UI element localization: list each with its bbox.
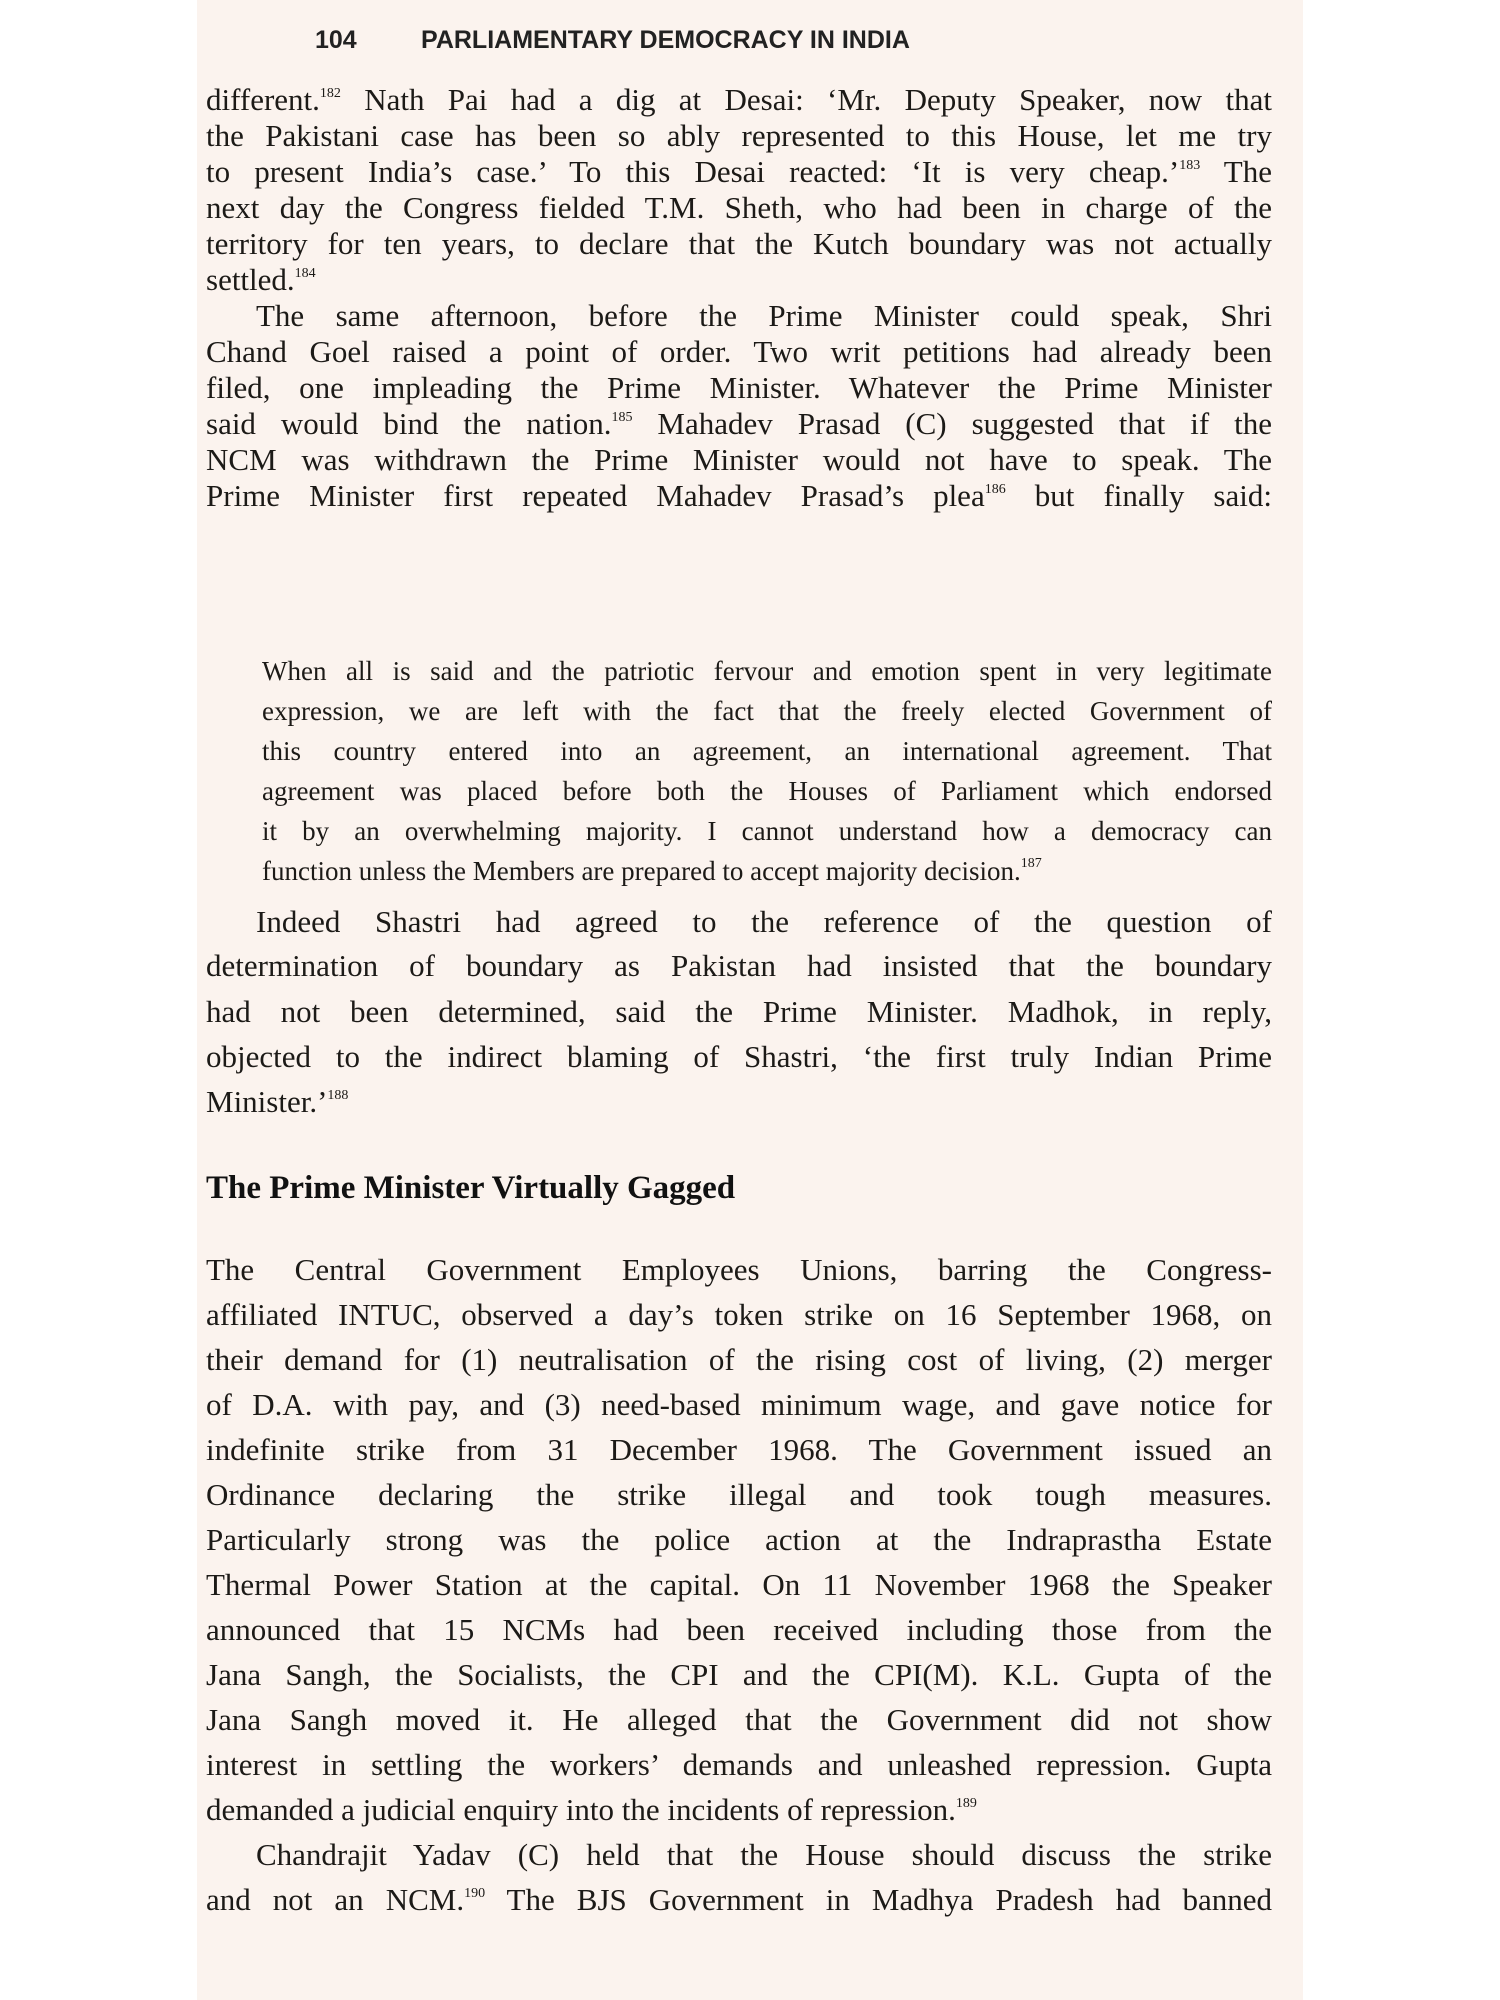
text-line: territory for ten years, to declare that the Kutch boundary was not actually [206, 226, 1272, 261]
text-line: different.$^{182}$ Nath Pai had a dig at Desai: ‘Mr. Deputy Speaker, now that [206, 82, 1272, 117]
footnote-ref: 189 [955, 1796, 977, 1811]
text-line: Particularly strong was the police action at the Indraprastha Estate [206, 1522, 1272, 1557]
section-heading: The Prime Minister Virtually Gagged [206, 1170, 736, 1206]
text-line: Thermal Power Station at the capital. On 11 November 1968 the Speaker [206, 1567, 1272, 1602]
text-line: The Central Government Employees Unions, barring the Congress- [206, 1252, 1272, 1287]
text-line: settled.$^{184}$ [206, 262, 316, 297]
footnote-ref: 184 [294, 266, 316, 281]
footnote-ref: 182 [319, 86, 341, 101]
footnote-ref: 187 [1020, 856, 1042, 871]
running-header [315, 26, 910, 55]
text-line: Jana Sangh, the Socialists, the CPI and the CPI(M). K.L. Gupta of the [206, 1657, 1272, 1692]
text-line: announced that 15 NCMs had been received including those from the [206, 1612, 1272, 1647]
quote-line: agreement was placed before both the Houses of Parliament which endorsed [262, 776, 1272, 806]
quote-line: this country entered into an agreement, an international agreement. That [262, 736, 1272, 766]
book-title: PARLIAMENTARY DEMOCRACY IN INDIA [421, 26, 910, 54]
text-line: said would bind the nation.$^{185}$ Mahadev Prasad (C) suggested that if the [206, 406, 1272, 441]
text-line: Minister.’$^{188}$ [206, 1084, 349, 1119]
footnote-ref: 183 [1179, 158, 1201, 173]
text-line: affiliated INTUC, observed a day’s token strike on 16 September 1968, on [206, 1297, 1272, 1332]
text-line: indefinite strike from 31 December 1968. The Government issued an [206, 1432, 1272, 1467]
text-line: Ordinance declaring the strike illegal and took tough measures. [206, 1477, 1272, 1512]
text-line: to present India’s case.’ To this Desai reacted: ‘It is very cheap.’$^{183}$ The [206, 154, 1272, 189]
text-line: the Pakistani case has been so ably represented to this House, let me try [206, 118, 1272, 153]
quote-line: expression, we are left with the fact that the freely elected Government of [262, 696, 1272, 726]
text-line: NCM was withdrawn the Prime Minister would not have to speak. The [206, 442, 1272, 477]
text-line: objected to the indirect blaming of Shastri, ‘the first truly Indian Prime [206, 1039, 1272, 1074]
text-line: Jana Sangh moved it. He alleged that the Government did not show [206, 1702, 1272, 1737]
page-number: 104 [315, 26, 357, 54]
text-line: filed, one impleading the Prime Minister. Whatever the Prime Minister [206, 370, 1272, 405]
quote-line: function unless the Members are prepared to accept majority decision.$^{187}$ [262, 856, 1042, 886]
quote-line: it by an overwhelming majority. I cannot understand how a democracy can [262, 816, 1272, 846]
text-line: had not been determined, said the Prime Minister. Madhok, in reply, [206, 994, 1272, 1029]
quote-line: When all is said and the patriotic fervour and emotion spent in very legitimate [262, 656, 1272, 686]
text-line: Chand Goel raised a point of order. Two writ petitions had already been [206, 334, 1272, 369]
footnote-ref: 188 [327, 1088, 349, 1103]
text-line: The same afternoon, before the Prime Minister could speak, Shri [256, 298, 1272, 333]
footnote-ref: 190 [464, 1886, 486, 1901]
text-line: next day the Congress fielded T.M. Sheth, who had been in charge of the [206, 190, 1272, 225]
text-line: of D.A. with pay, and (3) need-based minimum wage, and gave notice for [206, 1387, 1272, 1422]
text-line: Chandrajit Yadav (C) held that the House should discuss the strike [256, 1837, 1272, 1872]
text-line: and not an NCM.$^{190}$ The BJS Government in Madhya Pradesh had banned [206, 1882, 1272, 1917]
text-line: determination of boundary as Pakistan had insisted that the boundary [206, 948, 1272, 983]
text-line: their demand for (1) neutralisation of the rising cost of living, (2) merger [206, 1342, 1272, 1377]
footnote-ref: 185 [611, 410, 633, 425]
text-line: interest in settling the workers’ demands and unleashed repression. Gupta [206, 1747, 1272, 1782]
text-line: Indeed Shastri had agreed to the reference of the question of [256, 904, 1272, 939]
footnote-ref: 186 [984, 482, 1006, 497]
text-line: demanded a judicial enquiry into the incidents of repression.$^{189}$ [206, 1792, 977, 1827]
text-line: Prime Minister first repeated Mahadev Prasad’s plea$^{186}$ but finally said: [206, 478, 1272, 513]
